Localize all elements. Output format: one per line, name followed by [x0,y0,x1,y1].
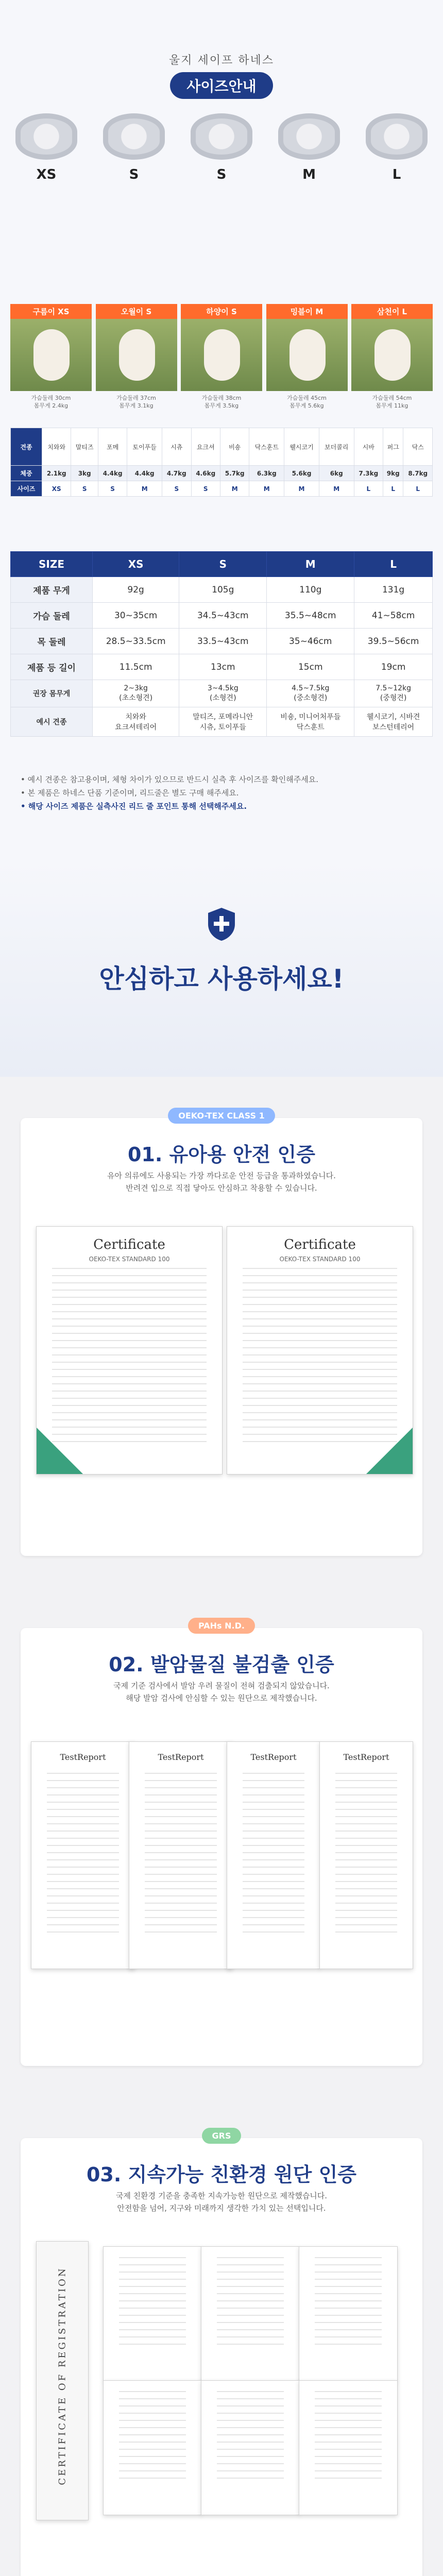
row-label: 목 둘레 [11,629,93,654]
grs-document [299,2380,398,2515]
dog-fit-row [10,304,433,413]
table-cell: 105g [179,577,267,603]
row-label: 예시 견종 [11,707,93,737]
cert-heading: 01. 유아용 안전 인증 [128,1143,315,1166]
table-cell: 웰시코기 [284,428,319,466]
doc-title: TestReport [343,1752,389,1762]
cert-badge: GRS [202,2128,242,2144]
note-line: • 본 제품은 하네스 단품 기준이며, 리드줄은 별도 구매 해주세요. [21,788,239,798]
note-line: • 예시 견종은 참고용이며, 체형 차이가 있으므로 반드시 실측 후 사이즈를 확인해주세요. [21,775,318,784]
doc-title: Certificate [284,1237,356,1252]
table-cell: 92g [93,577,179,603]
table-cell: S [71,481,98,497]
grs-document [103,2246,202,2381]
dog-tag: 삼천이 L [351,304,433,319]
table-cell: 퍼그 [383,428,403,466]
size-row [11,481,433,497]
dog-card [181,304,262,413]
table-cell: 19cm [354,654,433,680]
test-report-document [31,1741,135,1969]
size-notes [21,773,422,813]
cert-desc-line: 국제 기준 검사에서 발암 우려 물질이 전혀 검출되지 않았습니다. [113,1681,330,1690]
table-cell: L [354,481,383,497]
dog-card [10,304,92,413]
dog-photo [351,319,433,391]
dog-card [351,304,433,413]
breed-row [11,428,433,466]
cert-badge: PAHs N.D. [188,1618,255,1634]
harness-size-label: S [216,167,227,182]
harness-size-label: S [129,167,139,182]
table-cell: L [403,481,433,497]
harness-xs [10,113,82,182]
table-cell: 6.3kg [249,466,284,481]
size-guide-section [0,0,443,860]
table-row [11,577,433,603]
note-line: • 해당 사이즈 제품은 실측사진 리드 줄 포인트 통해 선택해주세요. [21,802,247,811]
table-cell: 30~35cm [93,603,179,629]
table-cell: 5.6kg [284,466,319,481]
table-cell: 2.1kg [42,466,71,481]
harness-image [15,113,77,160]
table-cell: 6kg [319,466,354,481]
doc-subtitle: OEKO-TEX STANDARD 100 [279,1256,361,1263]
table-cell: 토이푸들 [127,428,162,466]
table-cell: 시츄 [162,428,191,466]
table-cell: 110g [267,577,354,603]
table-cell: S [191,481,220,497]
harness-size-label: L [392,167,401,182]
doc-title: TestReport [158,1752,204,1762]
cert-badge: OEKO-TEX CLASS 1 [168,1108,275,1124]
dog-tag: 오월이 S [96,304,177,319]
table-cell: 요크셔 [191,428,220,466]
table-cell: 말티즈, 포메라니안 시츄, 토이푸들 [179,707,267,737]
row-label: 제품 무게 [11,577,93,603]
spec-table [10,551,433,737]
table-cell: 5.7kg [220,466,249,481]
table-cell: 28.5~33.5cm [93,629,179,654]
dog-photo [181,319,262,391]
row-head: 체중 [11,466,42,481]
table-cell: 보더콜리 [319,428,354,466]
table-cell: S [162,481,191,497]
row-label: 권장 몸무게 [11,680,93,707]
table-cell: 15cm [267,654,354,680]
table-cell: 4.7kg [162,466,191,481]
spec-header-s: S [179,552,267,577]
table-cell: 13cm [179,654,267,680]
harness-size-label: XS [36,167,57,182]
table-cell: 닥스훈트 [249,428,284,466]
cert-pahs-box [21,1621,422,2066]
safety-section [0,860,443,1077]
table-cell: 35~46cm [267,629,354,654]
doc-title: TestReport [60,1752,106,1762]
dog-photo [96,319,177,391]
dog-info: 가슴둘레 38cm 몸무게 3.5kg [201,395,242,409]
table-cell: 41~58cm [354,603,433,629]
cert-desc-line: 유아 의류에도 사용되는 가장 까다로운 안전 등급을 통과하였습니다. [107,1171,336,1180]
registration-side-panel [36,2241,89,2520]
table-cell: 131g [354,577,433,603]
table-cell: 말티즈 [71,428,98,466]
spec-header-xs: XS [93,552,179,577]
doc-subtitle: OEKO-TEX STANDARD 100 [89,1256,170,1263]
cert-desc [21,2190,422,2214]
dog-card [96,304,177,413]
grs-document [103,2380,202,2515]
table-cell: 11.5cm [93,654,179,680]
table-cell: L [383,481,403,497]
dog-info: 가슴둘레 37cm 몸무게 3.1kg [116,395,156,409]
table-cell: 39.5~56cm [354,629,433,654]
cert-desc [21,1170,422,1194]
spec-header-size: SIZE [11,552,93,577]
table-cell: 4.6kg [191,466,220,481]
table-cell: 3kg [71,466,98,481]
table-cell: 33.5~43cm [179,629,267,654]
harness-m [273,113,345,182]
cert-heading: 02. 발암물질 불검출 인증 [109,1653,334,1676]
row-head: 사이즈 [11,481,42,497]
dog-tag: 하양이 S [181,304,262,319]
shield-plus-icon [206,907,237,942]
cert-heading: 03. 지속가능 친환경 원단 인증 [86,2163,357,2186]
table-cell: 치와와 요크셔테리어 [93,707,179,737]
cert-grs-section [0,2097,443,2576]
table-row [11,629,433,654]
harness-image [191,113,252,160]
dog-tag: 구름이 XS [10,304,92,319]
table-cell: 9kg [383,466,403,481]
dog-card [266,304,348,413]
dog-photo [10,319,92,391]
table-cell: 7.5~12kg (중형견) [354,680,433,707]
table-cell: M [127,481,162,497]
harness-image [103,113,165,160]
row-label: 제품 등 길이 [11,654,93,680]
harness-size-row [10,113,433,182]
table-cell: 포메 [98,428,127,466]
safety-title: 안심하고 사용하세요! [99,964,344,994]
row-label: 가슴 둘레 [11,603,93,629]
table-cell: 닥스 [403,428,433,466]
cert-grs-box [21,2131,422,2576]
table-cell: M [220,481,249,497]
spec-header-l: L [354,552,433,577]
table-cell: M [319,481,354,497]
table-cell: 3~4.5kg (소형견) [179,680,267,707]
dog-photo [266,319,348,391]
table-cell: 비숑 [220,428,249,466]
cert-oeko-box [21,1111,422,1556]
table-cell: M [284,481,319,497]
test-report-document [227,1741,320,1969]
cert-desc-line: 안전함을 넘어, 지구와 미래까지 생각한 가치 있는 선택입니다. [117,2204,326,2213]
table-cell: 웰시코기, 시바견 보스턴테리어 [354,707,433,737]
spec-header-m: M [267,552,354,577]
cert-desc [21,1680,422,1704]
cert-desc-line: 해당 발암 검사에 안심할 수 있는 원단으로 제작했습니다. [126,1693,317,1703]
harness-s [98,113,170,182]
doc-title: Certificate [93,1237,165,1252]
harness-image [278,113,340,160]
table-cell: 4.4kg [98,466,127,481]
table-row [11,654,433,680]
table-cell: S [98,481,127,497]
harness-size-label: M [302,167,316,182]
cert-desc-line: 반려견 입으로 직접 닿아도 안심하고 착용할 수 있습니다. [126,1183,317,1193]
brand-name: 울지 세이프 하네스 [168,54,274,67]
table-row [11,603,433,629]
table-cell: XS [42,481,71,497]
breed-table [10,428,433,497]
table-cell: 7.3kg [354,466,383,481]
harness-s-2 [185,113,258,182]
dog-info: 가슴둘레 54cm 몸무게 11kg [372,395,412,409]
grs-document [299,2246,398,2381]
table-cell: M [249,481,284,497]
cert-oeko-section [0,1077,443,1587]
dog-info: 가슴둘레 45cm 몸무게 5.6kg [287,395,327,409]
cert-desc-line: 국제 친환경 기준을 충족한 지속가능한 원단으로 제작했습니다. [115,2191,328,2200]
table-cell: 2~3kg (초소형견) [93,680,179,707]
table-cell: 시바 [354,428,383,466]
harness-image [366,113,428,160]
table-row [11,707,433,737]
doc-title: TestReport [250,1752,297,1762]
grs-document [201,2380,300,2515]
table-cell: 치와와 [42,428,71,466]
dog-tag: 밍블이 M [266,304,348,319]
test-report-document [319,1741,413,1969]
cert-pahs-section [0,1587,443,2097]
table-cell: 4.5~7.5kg (중소형견) [267,680,354,707]
weight-row [11,466,433,481]
row-head: 견종 [11,428,42,466]
table-row [11,680,433,707]
table-cell: 35.5~48cm [267,603,354,629]
harness-l [361,113,433,182]
table-cell: 34.5~43cm [179,603,267,629]
certificate-document [36,1226,223,1475]
grs-document [201,2246,300,2381]
size-guide-title: 사이즈안내 [170,72,273,99]
test-report-document [129,1741,233,1969]
table-cell: 8.7kg [403,466,433,481]
table-cell: 비숑, 미니어처푸들 닥스훈트 [267,707,354,737]
table-cell: 4.4kg [127,466,162,481]
registration-side-text: CERTIFICATE OF REGISTRATION [57,2266,68,2485]
dog-info: 가슴둘레 30cm 몸무게 2.4kg [31,395,71,409]
certificate-document [227,1226,413,1475]
